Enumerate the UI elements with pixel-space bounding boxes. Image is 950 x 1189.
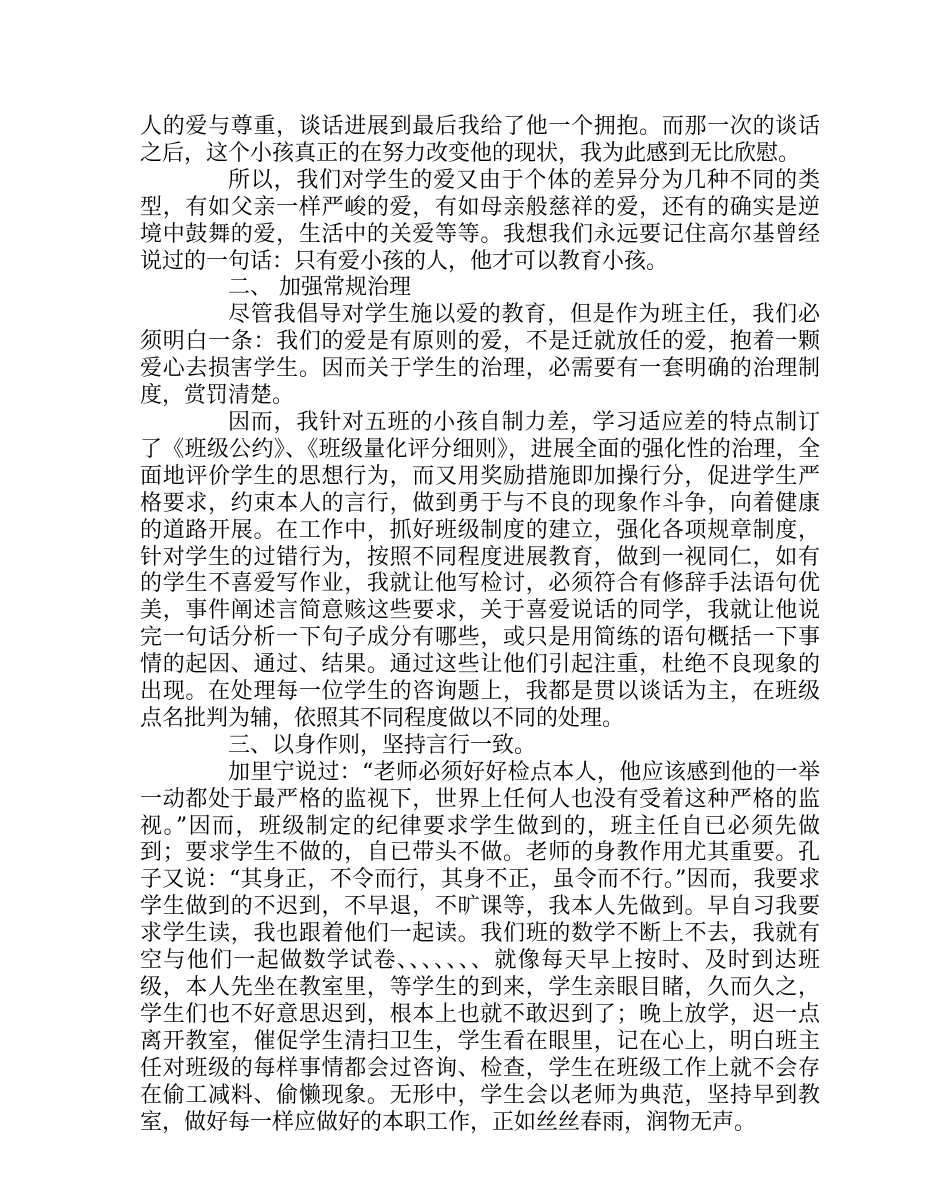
paragraph-4: 因而，我针对五班的小孩自制力差，学习适应差的特点制订了《班级公约》、《班级量化评分细则》，进展全面的强化性的治理，全面地评价学生的思想行为，而又用奖励措施即加操行分，促进学生严格要求，约束本人的言行，做到勇于与不良的现象作斗争，向着健康的道路开展。在工作中，抓好班级制度的建立，强化各项规章制度，针对学生的过错行为，按照不同程度进展教育，做到一视同仁，如有的学生不喜爱写作业，我就让他写检讨，必须符合有修辞手法语句优美，事件阐述言简意赅这些要求，关于喜爱说话的同学，我就让他说完一句话分析一下句子成分有哪些，或只是用简练的语句概括一下事情的起因、通过、结果。通过这些让他们引起注重，杜绝不良现象的出现。在处理每一位学生的咨询题上，我都是贯以谈话为主，在班级点名批判为辅，依照其不同程度做以不同的处理。 bbox=[140, 409, 820, 731]
paragraph-3: 尽管我倡导对学生施以爱的教育，但是作为班主任，我们必须明白一条：我们的爱是有原则的爱，不是迁就放任的爱，抱着一颗爱心去损害学生。因而关于学生的治理，必需要有一套明确的治理制度，赏罚清楚。 bbox=[140, 302, 820, 409]
paragraph-2: 所以，我们对学生的爱又由于个体的差异分为几种不同的类型，有如父亲一样严峻的爱，有如母亲般慈祥的爱，还有的确实是逆境中鼓舞的爱，生活中的关爱等等。我想我们永远要记住高尔基曾经说过的一句话：只有爱小孩的人，他才可以教育小孩。 bbox=[140, 167, 820, 274]
document-body bbox=[140, 114, 820, 1136]
paragraph-1: 人的爱与尊重，谈话进展到最后我给了他一个拥抱。而那一次的谈话之后，这个小孩真正的在努力改变他的现状，我为此感到无比欣慰。 bbox=[140, 114, 820, 166]
section-heading-2: 二、 加强常规治理 bbox=[228, 275, 411, 301]
paragraph-5: 加里宁说过：“老师必须好好检点本人，他应该感到他的一举一动都处于最严格的监视下，世界上任何人也没有受着这种严格的监视。”因而，班级制定的纪律要求学生做到的，班主任自已必须先做到；要求学生不做的，自已带头不做。老师的身教作用尤其重要。孔子又说：“其身正，不令而行，其身不正，虽令而不行。”因而，我要求学生做到的不迟到，不早退，不旷课等，我本人先做到。早自习我要求学生读，我也跟着他们一起读。我们班的数学不断上不去，我就有空与他们一起做数学试卷、、、、、、、就像每天早上按时、及时到达班级，本人先坐在教室里，等学生的到来，学生亲眼目睹，久而久之，学生们也不好意思迟到，根本上也就不敢迟到了；晚上放学，迟一点离开教室，催促学生清扫卫生，学生看在眼里，记在心上，明白班主任对班级的每样事情都会过咨询、检查，学生在班级工作上就不会存在偷工减料、偷懒现象。无形中，学生会以老师为典范，坚持早到教室，做好每一样应做好的本职工作，正如丝丝春雨，润物无声。 bbox=[140, 759, 820, 1135]
section-heading-3: 三、以身作则，坚持言行一致。 bbox=[228, 732, 537, 758]
